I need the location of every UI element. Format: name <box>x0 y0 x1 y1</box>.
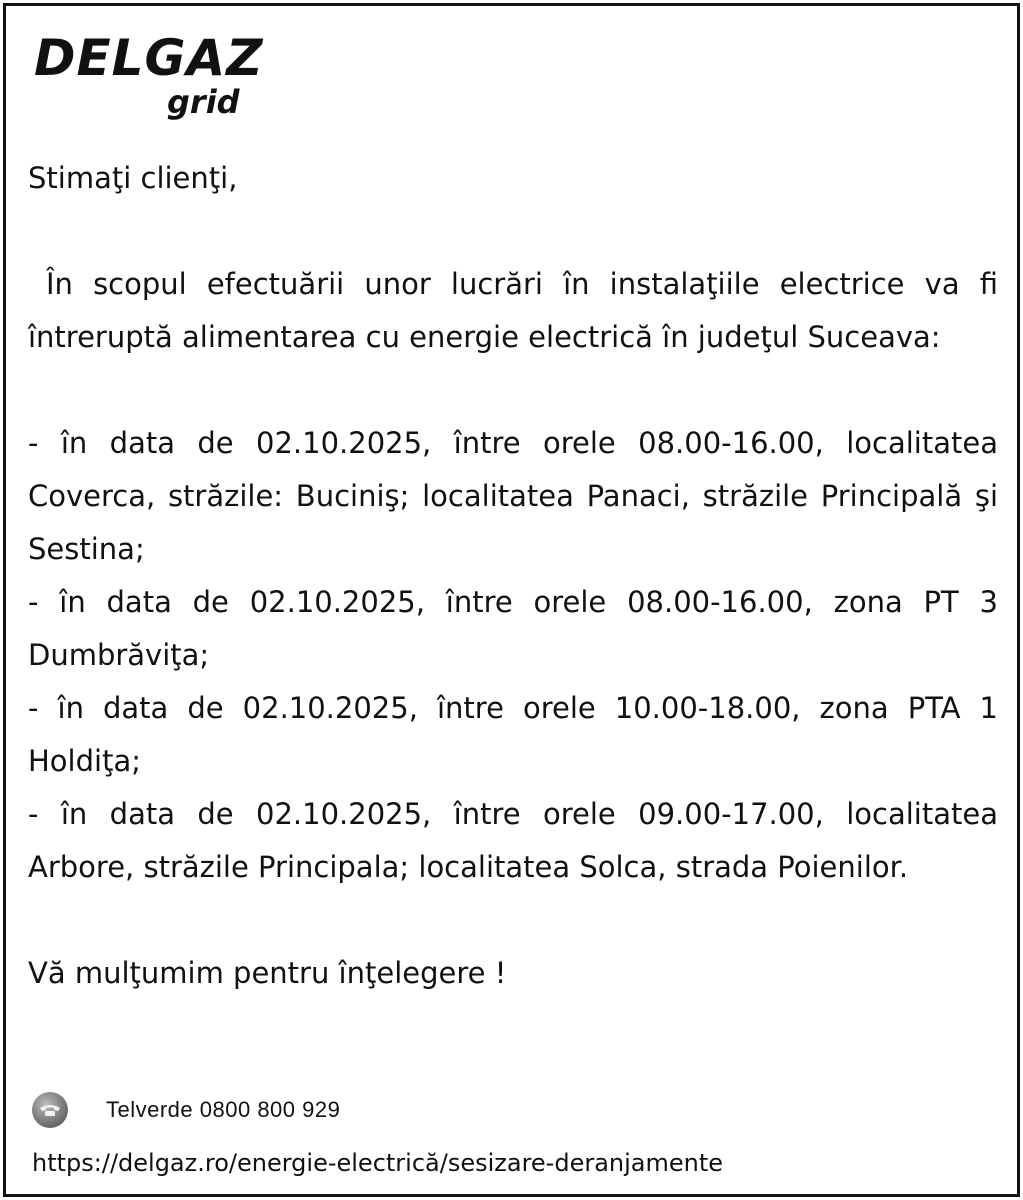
thanks-line: Vă mulţumim pentru înţelegere ! <box>28 956 507 990</box>
outage-list <box>28 417 998 894</box>
report-url[interactable]: https://delgaz.ro/energie-electrică/sesizare-deranjamente <box>32 1149 724 1177</box>
delgaz-grid-logo <box>34 30 264 122</box>
logo-sub: grid <box>167 83 240 121</box>
outage-item: - în data de 02.10.2025, între orele 09.00-17.00, localitatea Arbore, străzile Principala; localitatea Solca, strada Poienilor. <box>28 797 998 884</box>
outage-item: - în data de 02.10.2025, între orele 08.00-16.00, localitatea Coverca, străzile: Buciniş; localitatea Panaci, străzile Principală şi Sestina; <box>28 426 998 566</box>
notice-body <box>28 152 998 1000</box>
greeting: Stimaţi clienţi, <box>28 161 238 195</box>
outage-item: - în data de 02.10.2025, între orele 10.00-18.00, zona PTA 1 Holdiţa; <box>28 691 998 778</box>
telephone-icon <box>32 1092 68 1128</box>
phone-row <box>32 1090 992 1130</box>
intro-paragraph: În scopul efectuării unor lucrări în instalaţiile electrice va fi întreruptă alimentarea cu energie electrică în judeţul Suceava: <box>28 267 998 354</box>
contact-block <box>32 1090 992 1178</box>
phone-number: Telverde 0800 800 929 <box>106 1097 341 1122</box>
logo-brand: DELGAZ <box>34 29 264 87</box>
outage-item: - în data de 02.10.2025, între orele 08.00-16.00, zona PT 3 Dumbrăviţa; <box>28 585 998 672</box>
